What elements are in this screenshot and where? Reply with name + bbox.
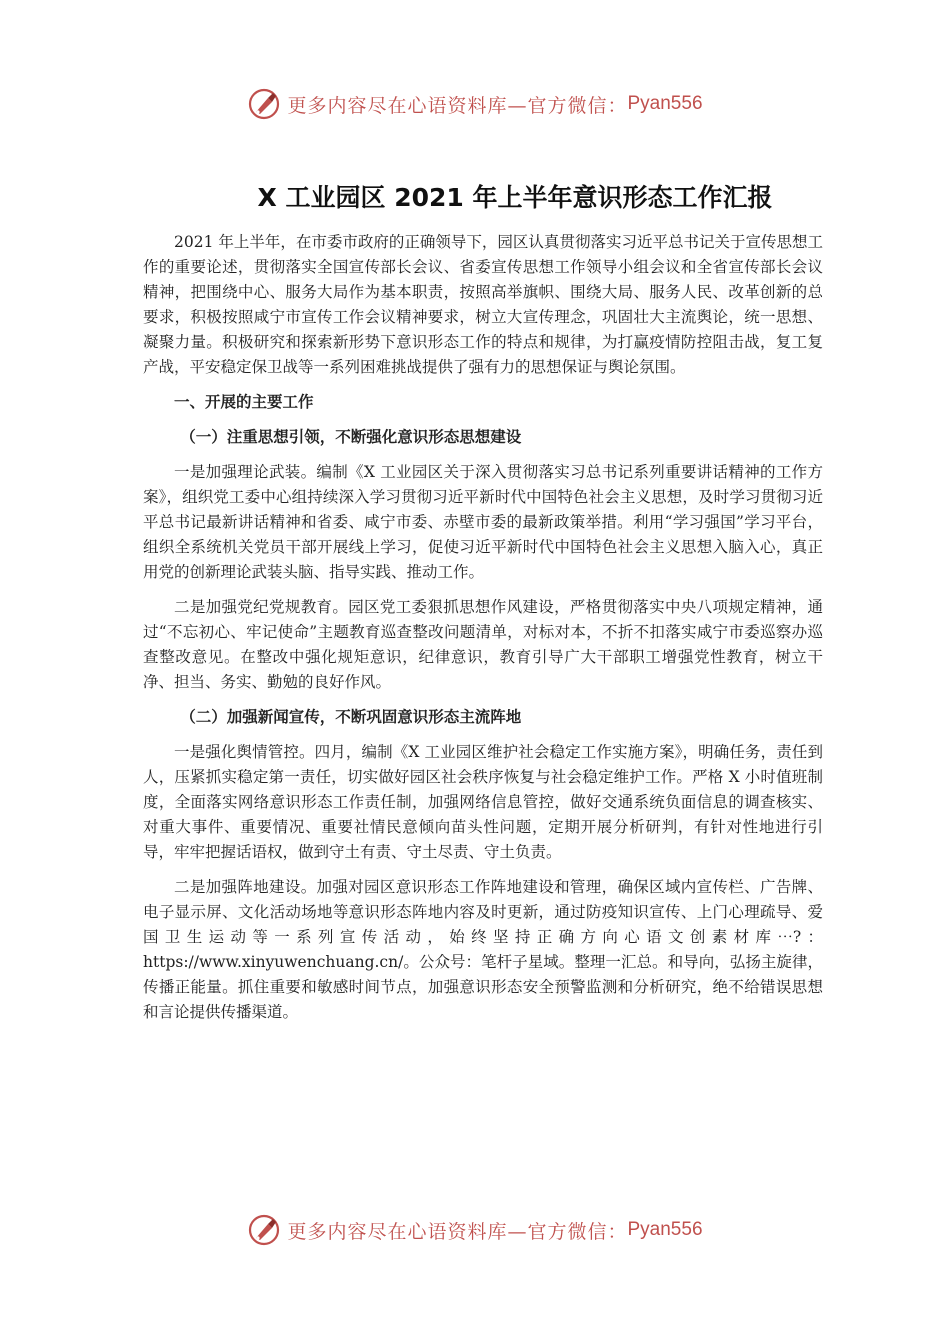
document-title: X 工业园区 2021 年上半年意识形态工作汇报	[257, 183, 773, 212]
body-paragraph: 一是强化舆情管控。四月，编制《X 工业园区维护社会稳定工作实施方案》，明确任务，责任到人，压紧抓实稳定第一责任，切实做好园区社会秩序恢复与社会稳定维护工作。严格 X 小时值班制度，全面落实网络意识形态工作责任制，加强网络信息管控，做好交通系统负面信息的调查核实、对重大事件、重要情况、重要社情民意倾向苗头性问题，定期开展分析研判，有针对性地进行引导，牢牢把握话语权，做到守土有责、守土尽责、守土负责。	[143, 743, 823, 861]
body-paragraph: 一是加强理论武装。编制《X 工业园区关于深入贯彻落实习总书记系列重要讲话精神的工作方案》，组织党工委中心组持续深入学习贯彻习近平新时代中国特色社会主义思想，及时学习贯彻习近平总书记最新讲话精神和省委、咸宁市委、赤壁市委的最新政策举措。利用“学习强国”学习平台，组织全系统机关党员干部开展线上学习，促使习近平新时代中国特色社会主义思想入脑入心，真正用党的创新理论武装头脑、指导实践、推动工作。	[143, 463, 823, 581]
watermark-banner-bottom	[0, 1210, 950, 1250]
watermark-wechat-id: Pyan556	[627, 1219, 703, 1240]
body-paragraph: 二是加强阵地建设。加强对园区意识形态工作阵地建设和管理，确保区域内宣传栏、广告牌、电子显示屏、文化活动场地等意识形态阵地内容及时更新，通过防疫知识宣传、上门心理疏导、爱国卫生运动等一系列宣传活动，始终坚持正确方向心语文创素材库⋯?：https://www.xinyuwenchuang.cn/。公众号：笔杆子星域。整理一汇总。和导向，弘扬主旋律，传播正能量。抓住重要和敏感时间节点，加强意识形态安全预警监测和分析研究，绝不给错误思想和言论提供传播渠道。	[143, 878, 823, 1021]
subsection-heading: （二）加强新闻宣传，不断巩固意识形态主流阵地	[180, 708, 522, 726]
intro-paragraph: 2021 年上半年，在市委市政府的正确领导下，园区认真贯彻落实习近平总书记关于宣传思想工作的重要论述，贯彻落实全国宣传部长会议、省委宣传思想工作领导小组会议和全省宣传部长会议精神，把围绕中心、服务大局作为基本职责，按照高举旗帜、围绕大局、服务人民、改革创新的总要求，积极按照咸宁市宣传工作会议精神要求，树立大宣传理念，巩固壮大主流舆论，统一思想、凝聚力量。积极研究和探索新形势下意识形态工作的特点和规律，为打赢疫情防控阻击战，复工复产战，平安稳定保卫战等一系列困难挑战提供了强有力的思想保证与舆论氛围。	[143, 233, 823, 376]
watermark-text: 更多内容尽在心语资料库—官方微信：	[287, 94, 628, 117]
section-heading: 一、开展的主要工作	[174, 393, 314, 411]
watermark-banner-top	[0, 84, 950, 124]
document-body	[143, 230, 823, 1035]
pen-nib-logo-icon	[247, 87, 281, 121]
subsection-heading: （一）注重思想引领，不断强化意识形态思想建设	[180, 428, 522, 446]
watermark-text: 更多内容尽在心语资料库—官方微信：	[287, 1220, 628, 1243]
watermark-wechat-id: Pyan556	[627, 93, 703, 114]
body-paragraph: 二是加强党纪党规教育。园区党工委狠抓思想作风建设，严格贯彻落实中央八项规定精神，通过“不忘初心、牢记使命”主题教育巡查整改问题清单，对标对本，不折不扣落实咸宁市委巡察办巡查整改意见。在整改中强化规矩意识，纪律意识，教育引导广大干部职工增强党性教育，树立干净、担当、务实、勤勉的良好作风。	[143, 598, 823, 691]
pen-nib-logo-icon	[247, 1213, 281, 1247]
